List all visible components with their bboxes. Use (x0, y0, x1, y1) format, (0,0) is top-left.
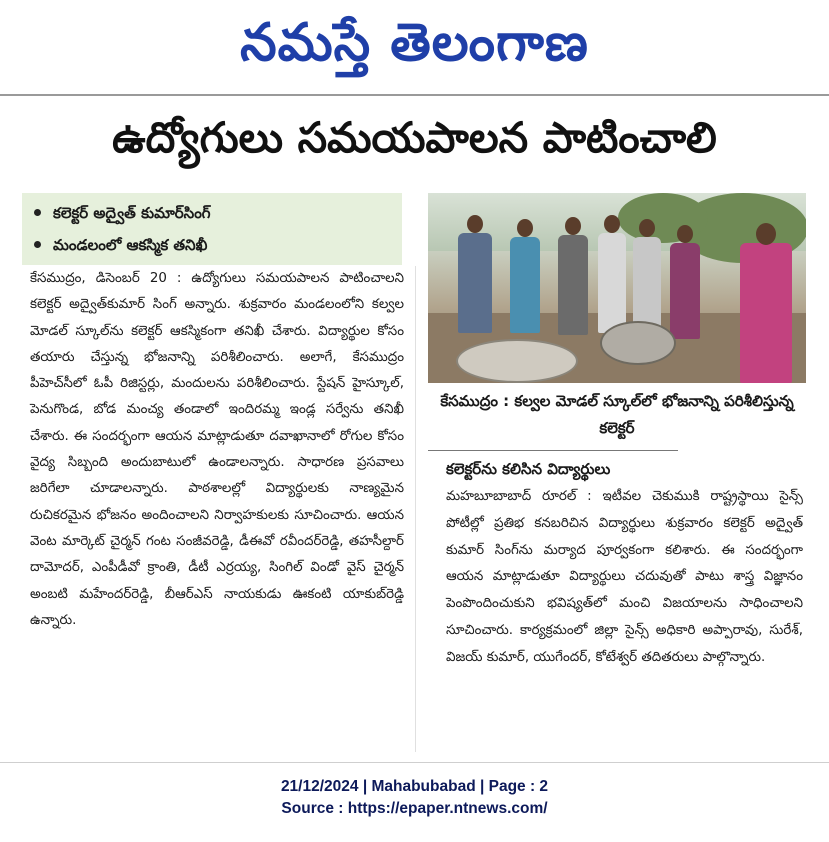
photo-person-head (756, 223, 776, 245)
photo-caption: కేసముద్రం : కల్వల మోడల్ స్కూల్‌లో భోజనాన్ని పరిశీలిస్తున్న కలెక్టర్ (440, 392, 794, 437)
highlight-item (30, 229, 402, 261)
footer-divider (0, 762, 829, 763)
highlight-text: మండలంలో ఆకస్మిక తనిఖీ (53, 236, 208, 254)
photo-person-head (604, 215, 620, 233)
photo-person (458, 233, 492, 333)
caption-divider (428, 450, 678, 451)
cooking-vessel (456, 339, 578, 383)
masthead-divider (0, 94, 829, 96)
photo-person (633, 237, 661, 331)
highlight-text: కలెక్టర్ అద్వైత్ కుమార్‌సింగ్ (53, 204, 211, 222)
photo-person (740, 243, 792, 383)
photo-person (558, 235, 588, 335)
footer-dateline: 21/12/2024 | Mahabubabad | Page : 2 (280, 778, 549, 795)
photo-person (598, 233, 626, 333)
news-photo (428, 193, 806, 383)
article-headline: ఉద్యోగులు సమయపాలన పాటించాలి (112, 113, 717, 162)
highlight-item (30, 197, 402, 229)
photo-person-head (677, 225, 693, 243)
article-body: కేసముద్రం, డిసెంబర్ 20 : ఉద్యోగులు సమయపాలన పాటించాలని కలెక్టర్ అద్వైత్‌కుమార్ సింగ్ అన్నారు. శుక్రవారం మండలంలోని కల్వల మోడల్ స్కూల్‌ను కలెక్టర్ ఆకస్మికంగా తనిఖీ చేశారు. విద్యార్థుల కోసం తయారు చేస్తున్న భోజనాన్ని పరిశీలించారు. అలాగే, కేసముద్రం పీహెచ్‌సీలో ఓపీ రిజిస్టర్లు, మందులను పరిశీలించారు. స్టేషన్ హైస్కూల్, పెనుగొండ, బోడ మంచ్య తండాలో ఇందిరమ్మ ఇండ్ల సర్వేను తనిఖీ చేశారు. ఈ సందర్భంగా ఆయన మాట్లాడుతూ దవాఖానాలో రోగుల కోసం వైద్య సిబ్బంది అందుబాటులో ఉండాలన్నారు. సాధారణ ప్రసవాలు జరిగేలా చూడాలన్నారు. పాఠశాలల్లో విద్యార్థులకు నాణ్యమైన రుచికరమైన భోజనం అందించాలని నిర్వాహకులకు సూచించారు. ఆయన వెంట మార్కెట్ చైర్మన్ గంట సంజీవరెడ్డి, డీఈవో రవీందర్‌రెడ్డి, తహసీల్దార్ దామోదర్, ఎంపీడీవో క్రాంతి, డీటీ ఎర్రయ్య, సింగిల్ విండో వైస్ చైర్మన్ అంబటి మహేందర్‌రెడ్డి, బీఆర్‌ఎస్ నాయకుడు ఊకంటి యాకుబ్‌రెడ్డి ఉన్నారు. (30, 271, 404, 628)
newspaper-masthead: నమస్తే తెలంగాణ (240, 12, 589, 73)
cooking-vessel (600, 321, 676, 365)
photo-tree (618, 193, 708, 243)
photo-person-head (639, 219, 655, 237)
photo-person (670, 243, 700, 339)
footer-source[interactable]: Source : https://epaper.ntnews.com/ (281, 800, 548, 817)
highlights-box (22, 193, 402, 265)
photo-person-head (517, 219, 533, 237)
photo-person-head (467, 215, 483, 233)
column-divider (415, 266, 416, 752)
side-story-body: మహబూబాబాద్ రూరల్ : ఇటీవల చెకుముకి రాష్ట్రస్థాయి సైన్స్ పోటీల్లో ప్రతిభ కనబరిచిన విద్యార్థులు శుక్రవారం కలెక్టర్ అద్వైత్ కుమార్ సింగ్‌ను మర్యాద పూర్వకంగా కలిశారు. ఈ సందర్భంగా ఆయన మాట్లాడుతూ విద్యార్థులు చదువుతో పాటు శాస్త్ర విజ్ఞానం పెంపొందించుకుని భవిష్యత్‌లో మంచి విజయాలను సాధించాలని సూచించారు. కార్యక్రమంలో జిల్లా సైన్స్ అధికారి అప్పారావు, సురేశ్, విజయ్ కుమార్, యుగేందర్, కోటేశ్వర్ తదితరులు పాల్గొన్నారు. (446, 489, 803, 665)
side-story-headline: కలెక్టర్‌ను కలిసిన విద్యార్థులు (446, 460, 611, 478)
bullet-icon (34, 209, 41, 216)
photo-person-head (565, 217, 581, 235)
bullet-icon (34, 241, 41, 248)
photo-person (510, 237, 540, 333)
footer (0, 776, 829, 820)
